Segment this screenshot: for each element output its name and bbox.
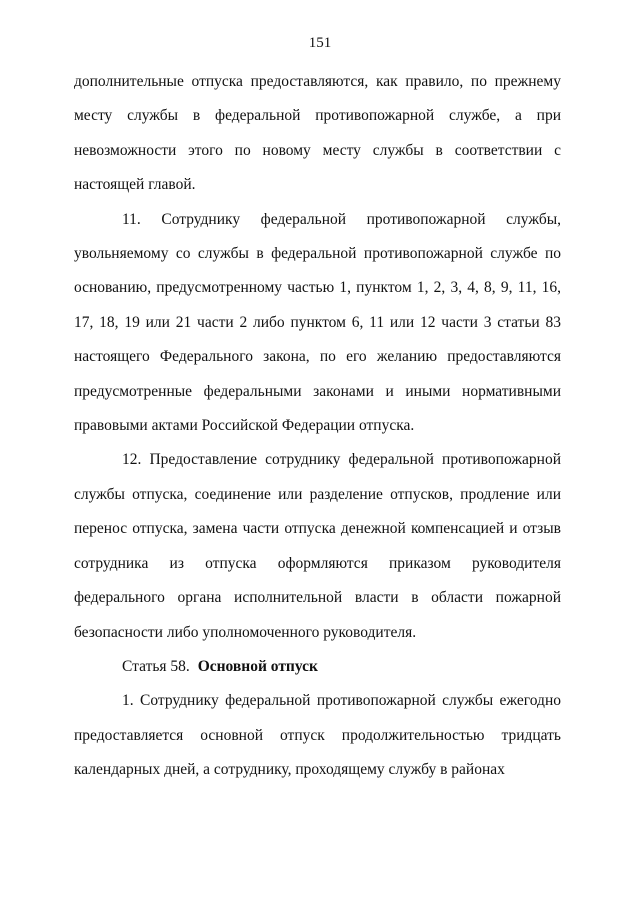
page-number: 151 — [308, 35, 332, 51]
article-label: Статья 58. — [122, 657, 190, 675]
paragraph-item-12: 12. Предоставление сотруднику федеральной противопожарной службы отпуска, соединение или разделение отпусков, продление или перенос отпуска, замена части отпуска денежной компенсацией и отзыв сотрудника из отпуска оформляются приказом руководителя федерального органа исполнительной власти в области пожарной безопасности либо уполномоченного руководителя. — [74, 451, 561, 641]
article-heading — [74, 650, 561, 684]
document-body — [74, 65, 561, 788]
article-title: Основной отпуск — [197, 657, 318, 675]
article-paragraph-1: 1. Сотруднику федеральной противопожарной службы ежегодно предоставляется основной отпуск продолжительностью тридцать календарных дней, а сотруднику, проходящему службу в районах — [74, 692, 561, 779]
paragraph-continuation: дополнительные отпуска предоставляются, как правило, по прежнему месту службы в федеральной противопожарной службе, а при невозможности этого по новому месту службы в соответствии с настоящей главой. — [74, 73, 561, 194]
paragraph-item-11: 11. Сотруднику федеральной противопожарной службы, увольняемому со службы в федеральной противопожарной службе по основанию, предусмотренному частью 1, пунктом 1, 2, 3, 4, 8, 9, 11, 16, 17, 18, 19 или 21 части 2 либо пунктом 6, 11 или 12 части 3 статьи 83 настоящего Федерального закона, по его желанию предоставляются предусмотренные федеральными законами и иными нормативными правовыми актами Российской Федерации отпуска. — [74, 210, 561, 435]
